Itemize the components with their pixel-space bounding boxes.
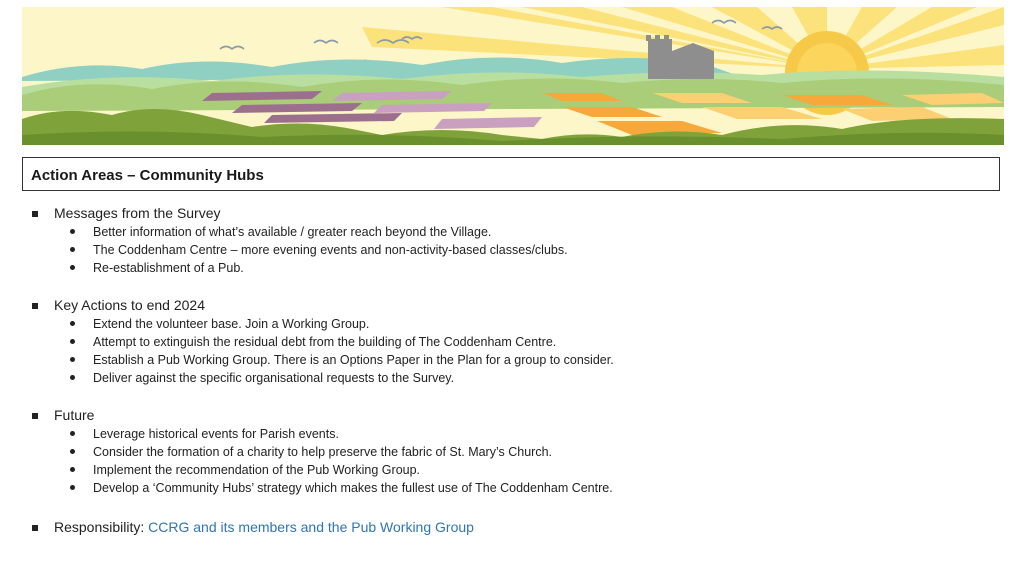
bullet-icon xyxy=(70,321,75,326)
section-label: Messages from the Survey xyxy=(54,205,221,221)
page-title: Action Areas – Community Hubs xyxy=(31,167,264,184)
square-bullet-icon xyxy=(32,413,38,419)
responsibility-value: CCRG and its members and the Pub Working Group xyxy=(148,519,474,535)
section-label: Key Actions to end 2024 xyxy=(54,297,205,313)
bullet-icon xyxy=(70,247,75,252)
bullet-icon xyxy=(70,357,75,362)
bullet-icon xyxy=(70,449,75,454)
title-bar xyxy=(22,157,1000,191)
square-bullet-icon xyxy=(32,303,38,309)
bullet-icon xyxy=(70,229,75,234)
bullet-icon xyxy=(70,467,75,472)
square-bullet-icon xyxy=(32,211,38,217)
landscape-banner xyxy=(22,7,1004,145)
responsibility-line xyxy=(54,519,474,535)
bullet-icon xyxy=(70,485,75,490)
section-label: Future xyxy=(54,407,95,423)
square-bullet-icon xyxy=(32,525,38,531)
bullet-icon xyxy=(70,375,75,380)
bullet-icon xyxy=(70,339,75,344)
responsibility-label: Responsibility: xyxy=(54,519,149,535)
bullet-icon xyxy=(70,431,75,436)
bullet-icon xyxy=(70,265,75,270)
